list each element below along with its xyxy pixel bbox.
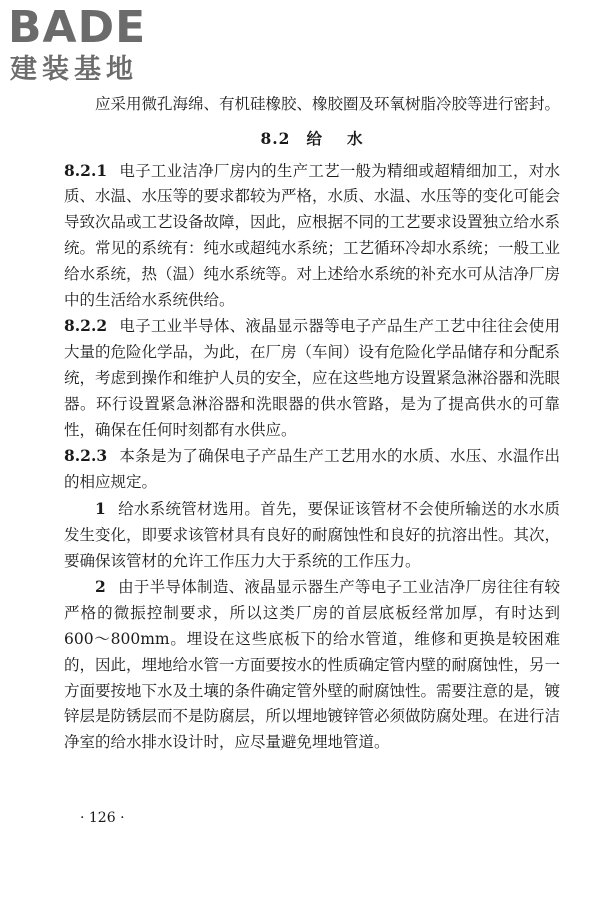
section-number: 8.2 [260, 128, 291, 148]
clause-paragraph [64, 158, 560, 314]
clause-paragraph [64, 313, 560, 443]
clause-paragraph [64, 443, 560, 496]
clause-text: 电子工业半导体、液晶显示器等电子产品生产工艺中往往会使用大量的危险化学品，为此，在厂房（车间）设有危险化学品储存和分配系统，考虑到操作和维护人员的安全，应在这些地方设置紧急淋浴器和洗眼器。环行设置紧急淋浴器和洗眼器的供水管路，是为了提高供水的可靠性，确保在任何时刻都有水供应。 [64, 317, 561, 439]
clause-number: 8.2.2 [64, 316, 108, 336]
section-title-char-2: 水 [346, 128, 364, 148]
brand-logo [8, 4, 178, 88]
item-number: 2 [95, 577, 106, 597]
clause-text: 电子工业洁净厂房内的生产工艺一般为精细或超精细加工，对水质、水温、水压等的要求都较为严格，水质、水温、水压等的变化可能会导致次品或工艺设备故障，因此，应根据不同的工艺要求设置独立给水系统。常见的系统有：纯水或超纯水系统；工艺循环冷却水系统；一般工业给水系统，热（温）纯水系统等。对上述给水系统的补充水可从洁净厂房中的生活给水系统供给。 [64, 161, 561, 309]
item-text: 由于半导体制造、液晶显示器生产等电子工业洁净厂房往往有较严格的微振控制要求，所以这类厂房的首层底板经常加厚，有时达到 600～800mm。埋设在这些底板下的给水管道，维修和更换是较困难的，因此，埋地给水管一方面要按水的性质确定管内壁的耐腐蚀性，另一方面要按地下水及土壤的条件确定管外壁的耐腐蚀性。需要注意的是，镀锌层是防锈层而不是防腐层，所以埋地镀锌管必须做防腐处理。在进行洁净室的给水排水设计时，应尽量避免埋地管道。 [64, 578, 561, 752]
clause-number: 8.2.1 [64, 160, 108, 180]
section-title-char-1: 给 [306, 128, 323, 148]
item-paragraph [64, 574, 560, 756]
page-number: · 126 · [80, 810, 125, 826]
section-heading [64, 126, 560, 152]
item-text: 给水系统管材选用。首先，要保证该管材不会使所输送的水水质发生变化，即要求该管材具有良好的耐腐蚀性和良好的抗溶出性。其次，要确保该管材的允许工作压力大于系统的工作压力。 [64, 499, 561, 570]
intro-paragraph: 应采用微孔海绵、有机硅橡胶、橡胶圈及环氧树脂冷胶等进行密封。 [95, 95, 561, 113]
page-body [64, 92, 560, 756]
clause-text: 本条是为了确保电子产品生产工艺用水的水质、水压、水温作出的相应规定。 [64, 447, 560, 492]
logo-chinese-name: 建装基地 [10, 54, 138, 85]
item-number: 1 [95, 498, 106, 518]
clause-number: 8.2.3 [64, 446, 108, 466]
logo-wordmark: BADE [8, 2, 147, 53]
item-paragraph [64, 496, 560, 574]
